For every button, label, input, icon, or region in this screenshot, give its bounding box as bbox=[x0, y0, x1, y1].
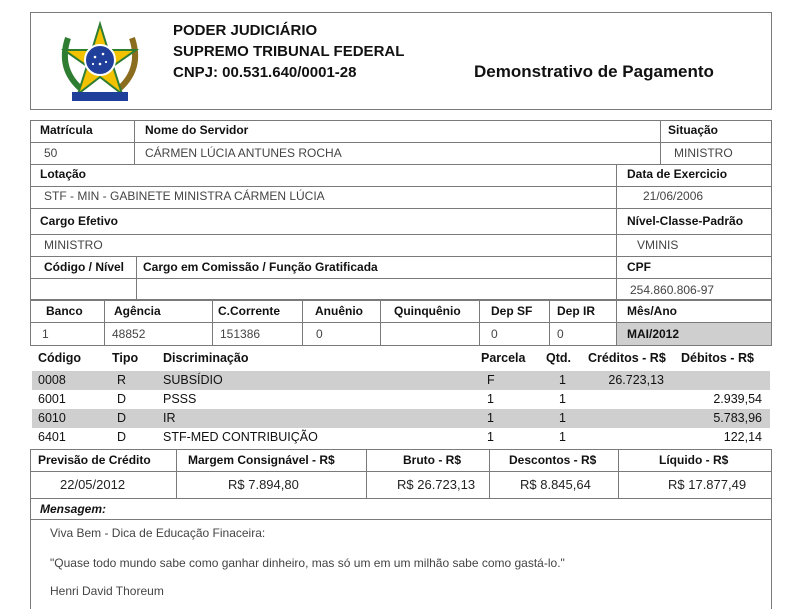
item-tipo: D bbox=[117, 392, 127, 406]
mesano-label: Mês/Ano bbox=[627, 304, 678, 318]
mensagem-line2: "Quase todo mundo sabe como ganhar dinheiro, mas só um em um milhão sabe como gastá-lo." bbox=[50, 556, 565, 570]
cpf-value: 254.860.806-97 bbox=[630, 283, 715, 297]
banco-value: 1 bbox=[42, 327, 49, 341]
col-creditos: Créditos - R$ bbox=[588, 351, 666, 365]
item-codigo: 6401 bbox=[38, 430, 66, 444]
descontos-label: Descontos - R$ bbox=[509, 453, 597, 467]
matricula-label: Matrícula bbox=[40, 123, 93, 137]
item-parcela: 1 bbox=[487, 392, 494, 406]
cargo-label: Cargo Efetivo bbox=[40, 214, 119, 228]
depsf-value: 0 bbox=[491, 327, 498, 341]
quinquenio-label: Quinquênio bbox=[394, 304, 461, 318]
situacao-value: MINISTRO bbox=[674, 146, 733, 160]
col-qtd: Qtd. bbox=[546, 351, 571, 365]
depir-label: Dep IR bbox=[557, 304, 596, 318]
codnivel-label: Código / Nível bbox=[44, 260, 125, 274]
liquido-value: R$ 17.877,49 bbox=[668, 477, 747, 492]
item-qtd: 1 bbox=[559, 430, 566, 444]
lotacao-value: STF - MIN - GABINETE MINISTRA CÁRMEN LÚCIA bbox=[44, 189, 325, 203]
item-qtd: 1 bbox=[559, 411, 566, 425]
col-discriminacao: Discriminação bbox=[163, 351, 249, 365]
situacao-label: Situação bbox=[668, 123, 719, 137]
anuenio-value: 0 bbox=[316, 327, 323, 341]
table-row bbox=[32, 409, 770, 428]
agencia-label: Agência bbox=[114, 304, 161, 318]
item-tipo: R bbox=[117, 373, 127, 387]
cc-value: 151386 bbox=[220, 327, 261, 341]
col-parcela: Parcela bbox=[481, 351, 526, 365]
exercicio-value: 21/06/2006 bbox=[643, 189, 704, 203]
item-codigo: 6001 bbox=[38, 392, 66, 406]
item-debito: 5.783,96 bbox=[713, 411, 762, 425]
previsao-value: 22/05/2012 bbox=[60, 477, 126, 492]
org-name-line2: SUPREMO TRIBUNAL FEDERAL bbox=[173, 43, 405, 60]
descontos-value: R$ 8.845,64 bbox=[520, 477, 591, 492]
item-codigo: 6010 bbox=[38, 411, 66, 425]
item-credito: 26.723,13 bbox=[608, 373, 664, 387]
depsf-label: Dep SF bbox=[491, 304, 533, 318]
table-row bbox=[32, 371, 770, 390]
item-discriminacao: IR bbox=[163, 411, 176, 425]
nivel-value: VMINIS bbox=[637, 238, 679, 252]
item-debito: 122,14 bbox=[723, 430, 762, 444]
cpf-label: CPF bbox=[627, 260, 651, 274]
item-discriminacao: PSSS bbox=[163, 392, 197, 406]
depir-value: 0 bbox=[557, 327, 564, 341]
lotacao-label: Lotação bbox=[40, 167, 87, 181]
nome-label: Nome do Servidor bbox=[145, 123, 249, 137]
table-row bbox=[32, 428, 770, 447]
nivel-label: Nível-Classe-Padrão bbox=[627, 214, 744, 228]
cargo-value: MINISTRO bbox=[44, 238, 103, 252]
item-tipo: D bbox=[117, 411, 127, 425]
document-title: Demonstrativo de Pagamento bbox=[474, 62, 714, 81]
agencia-value: 48852 bbox=[112, 327, 146, 341]
mensagem-label: Mensagem: bbox=[40, 502, 107, 516]
item-codigo: 0008 bbox=[38, 373, 66, 387]
item-parcela: F bbox=[487, 373, 495, 387]
margem-label: Margem Consignável - R$ bbox=[188, 453, 335, 467]
item-discriminacao: STF-MED CONTRIBUIÇÃO bbox=[163, 430, 318, 444]
item-debito: 2.939,54 bbox=[713, 392, 762, 406]
org-cnpj: CNPJ: 00.531.640/0001-28 bbox=[173, 64, 357, 81]
item-qtd: 1 bbox=[559, 392, 566, 406]
items-header-row bbox=[32, 349, 770, 369]
matricula-value: 50 bbox=[44, 146, 58, 160]
previsao-label: Previsão de Crédito bbox=[38, 453, 151, 467]
exercicio-label: Data de Exercicio bbox=[627, 167, 728, 181]
nome-value: CÁRMEN LÚCIA ANTUNES ROCHA bbox=[145, 146, 342, 160]
item-discriminacao: SUBSÍDIO bbox=[163, 373, 223, 387]
mesano-value: MAI/2012 bbox=[627, 327, 680, 341]
item-qtd: 1 bbox=[559, 373, 566, 387]
bruto-label: Bruto - R$ bbox=[403, 453, 461, 467]
anuenio-label: Anuênio bbox=[315, 304, 363, 318]
liquido-label: Líquido - R$ bbox=[659, 453, 729, 467]
bruto-value: R$ 26.723,13 bbox=[397, 477, 476, 492]
margem-value: R$ 7.894,80 bbox=[228, 477, 299, 492]
col-debitos: Débitos - R$ bbox=[681, 351, 754, 365]
mensagem-line1: Viva Bem - Dica de Educação Finaceira: bbox=[50, 526, 266, 540]
table-row bbox=[32, 390, 770, 409]
banco-label: Banco bbox=[46, 304, 83, 318]
col-tipo: Tipo bbox=[112, 351, 139, 365]
col-codigo: Código bbox=[38, 351, 82, 365]
cc-label: C.Corrente bbox=[218, 304, 281, 318]
brazil-coat-of-arms-emblem bbox=[50, 18, 150, 106]
mensagem-line3: Henri David Thoreum bbox=[50, 584, 164, 598]
comissao-label: Cargo em Comissão / Função Gratificada bbox=[143, 260, 378, 274]
item-tipo: D bbox=[117, 430, 127, 444]
item-parcela: 1 bbox=[487, 430, 494, 444]
org-name-line1: PODER JUDICIÁRIO bbox=[173, 22, 318, 39]
item-parcela: 1 bbox=[487, 411, 494, 425]
